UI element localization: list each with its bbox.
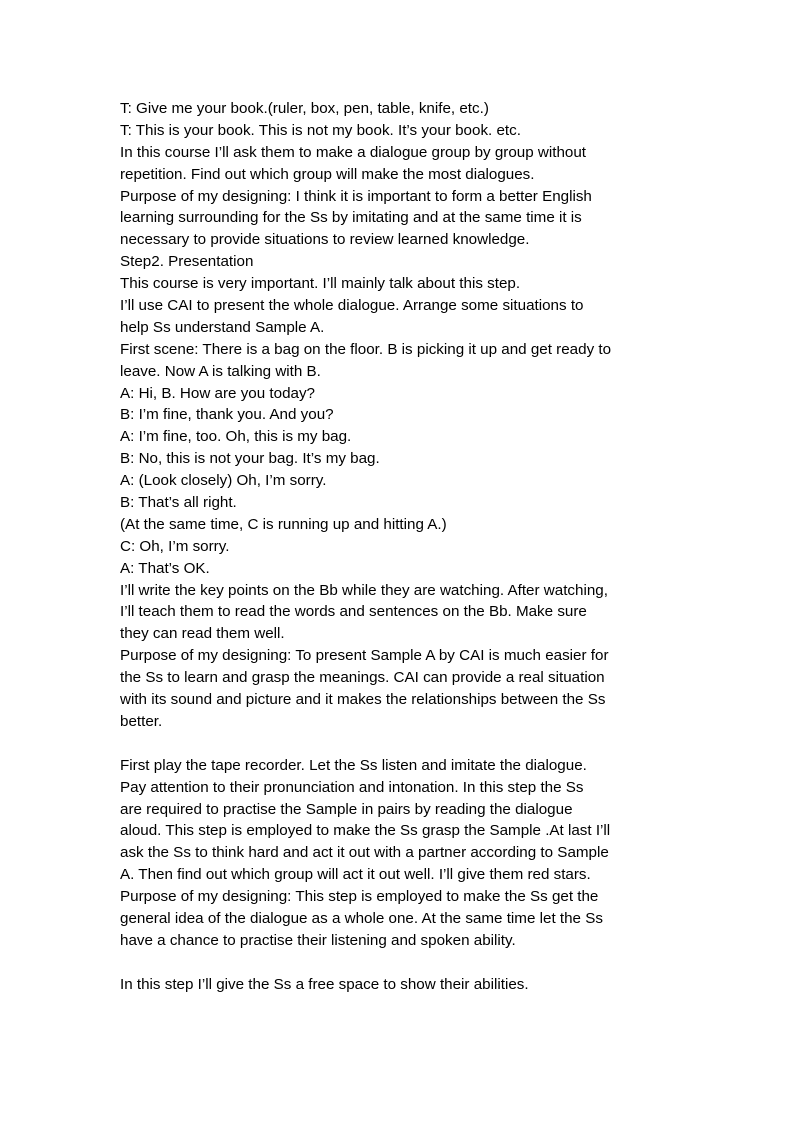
text-line: In this course I’ll ask them to make a dialogue group by group without xyxy=(120,143,587,161)
text-line: Purpose of my designing: To present Sample A by CAI is much easier for xyxy=(120,647,609,665)
section-heading: Step2. Presentation xyxy=(120,253,254,271)
text-line: ask the Ss to think hard and act it out with a partner according to Sample xyxy=(120,844,609,862)
dialogue-line: A: I’m fine, too. Oh, this is my bag. xyxy=(120,428,352,446)
text-line: are required to practise the Sample in pairs by reading the dialogue xyxy=(120,800,573,818)
text-line: T: This is your book. This is not my book. It’s your book. etc. xyxy=(120,121,521,139)
text-line: Purpose of my designing: This step is employed to make the Ss get the xyxy=(120,888,599,906)
dialogue-line: A: That’s OK. xyxy=(120,559,210,577)
text-line: I’ll teach them to read the words and sentences on the Bb. Make sure xyxy=(120,603,587,621)
text-line: In this step I’ll give the Ss a free space to show their abilities. xyxy=(120,975,529,993)
text-line: T: Give me your book.(ruler, box, pen, table, knife, etc.) xyxy=(120,100,489,117)
dialogue-line: C: Oh, I’m sorry. xyxy=(120,537,230,555)
text-line: with its sound and picture and it makes the relationships between the Ss xyxy=(120,691,606,709)
text-line: Pay attention to their pronunciation and intonation. In this step the Ss xyxy=(120,778,584,796)
dialogue-line: A: (Look closely) Oh, I’m sorry. xyxy=(120,472,327,490)
text-line: learning surrounding for the Ss by imitating and at the same time it is xyxy=(120,209,582,227)
text-line: the Ss to learn and grasp the meanings. CAI can provide a real situation xyxy=(120,669,605,687)
text-line: leave. Now A is talking with B. xyxy=(120,362,321,380)
text-line: Purpose of my designing: I think it is important to form a better English xyxy=(120,187,592,205)
stage-direction: (At the same time, C is running up and hitting A.) xyxy=(120,515,447,533)
text-line: I’ll write the key points on the Bb while they are watching. After watching, xyxy=(120,581,608,599)
dialogue-line: B: I’m fine, thank you. And you? xyxy=(120,406,334,424)
text-line: have a chance to practise their listening and spoken ability. xyxy=(120,931,516,949)
text-line: they can read them well. xyxy=(120,625,285,643)
text-line: A. Then find out which group will act it out well. I’ll give them red stars. xyxy=(120,866,591,884)
document-body xyxy=(120,98,685,996)
text-line: necessary to provide situations to review learned knowledge. xyxy=(120,231,530,249)
text-line: aloud. This step is employed to make the Ss grasp the Sample .At last I’ll xyxy=(120,822,611,840)
text-line: This course is very important. I’ll mainly talk about this step. xyxy=(120,275,521,293)
text-line: help Ss understand Sample A. xyxy=(120,318,325,336)
text-line: general idea of the dialogue as a whole one. At the same time let the Ss xyxy=(120,909,603,927)
text-line: repetition. Find out which group will make the most dialogues. xyxy=(120,165,535,183)
blank-line xyxy=(120,733,685,755)
dialogue-line: B: That’s all right. xyxy=(120,494,237,512)
dialogue-line: B: No, this is not your bag. It’s my bag. xyxy=(120,450,380,468)
text-line: better. xyxy=(120,712,163,730)
dialogue-line: A: Hi, B. How are you today? xyxy=(120,384,315,402)
text-line: I’ll use CAI to present the whole dialogue. Arrange some situations to xyxy=(120,297,584,315)
blank-line xyxy=(120,952,685,974)
text-line: First scene: There is a bag on the floor. B is picking it up and get ready to xyxy=(120,340,612,358)
text-line: First play the tape recorder. Let the Ss listen and imitate the dialogue. xyxy=(120,756,587,774)
